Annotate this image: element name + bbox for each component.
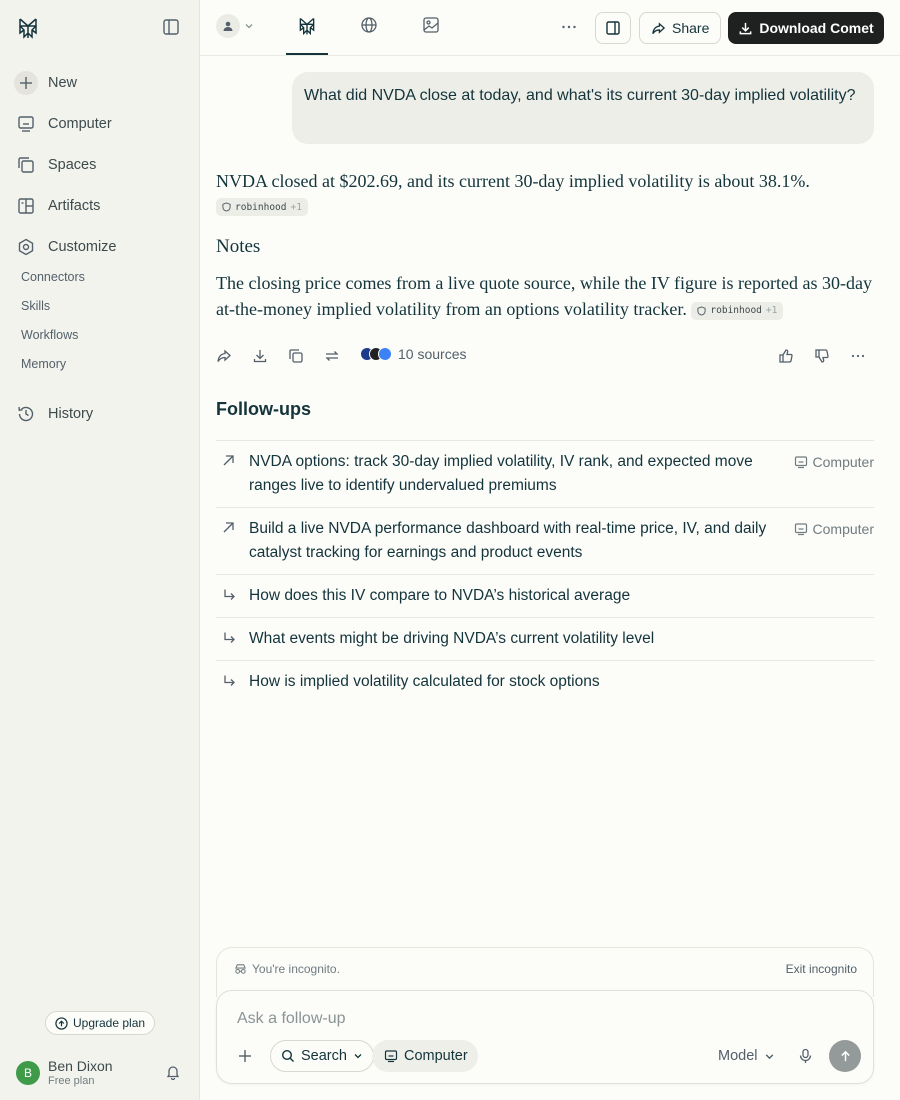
perplexity-logo-icon[interactable] <box>16 16 40 40</box>
top-bar <box>200 0 900 56</box>
source-favicons <box>360 347 392 361</box>
share-answer-icon[interactable] <box>216 348 232 364</box>
user-profile[interactable] <box>16 1058 113 1088</box>
more-options-icon[interactable] <box>560 18 578 36</box>
citation-chip[interactable] <box>691 302 783 320</box>
customize-subnav <box>21 262 85 378</box>
rewrite-icon[interactable] <box>324 348 340 364</box>
tab-sources[interactable] <box>357 16 381 40</box>
notes-text: The closing price comes from a live quote source, while the IV figure is reported as 30-day at-the-money implied volatility from an options volatility tracker. <box>216 273 872 319</box>
followups-list <box>216 440 874 703</box>
history-icon <box>14 402 38 426</box>
corner-down-right-icon <box>222 588 236 602</box>
computer-icon <box>14 112 38 136</box>
sidebar-item-spaces[interactable] <box>14 144 194 185</box>
composer <box>216 990 874 1084</box>
user-plan: Free plan <box>48 1075 95 1087</box>
subnav-item-memory[interactable]: Memory <box>21 356 67 371</box>
toggle-panel-button[interactable] <box>595 12 631 44</box>
arrow-up-icon <box>839 1050 852 1063</box>
followup-text: How does this IV compare to NVDA’s historical average <box>249 587 631 604</box>
download-comet-button[interactable] <box>728 12 884 44</box>
chevron-down-icon <box>244 21 254 31</box>
sidebar-item-label: History <box>48 405 94 422</box>
sidebar-item-history[interactable] <box>14 393 93 434</box>
answer-actions <box>216 346 874 366</box>
computer-icon <box>794 455 808 469</box>
download-icon <box>738 21 753 36</box>
followup-item[interactable] <box>216 618 874 661</box>
followup-tag-label: Computer <box>812 454 874 470</box>
sidebar-item-artifacts[interactable] <box>14 185 194 226</box>
notes-paragraph <box>216 270 874 322</box>
sidebar-collapse-icon[interactable] <box>162 18 182 38</box>
artifacts-icon <box>14 194 38 218</box>
search-mode-button[interactable] <box>270 1040 374 1072</box>
sidebar-nav <box>14 62 194 267</box>
subnav-item-connectors[interactable]: Connectors <box>21 269 85 284</box>
exit-incognito-link[interactable]: Exit incognito <box>785 962 857 976</box>
followup-text: NVDA options: track 30-day implied volatility, IV rank, and expected move ranges live to identify undervalued premiums <box>249 453 753 494</box>
attach-plus-icon[interactable] <box>237 1048 253 1064</box>
computer-mode-label: Computer <box>404 1048 468 1064</box>
incognito-icon <box>234 963 247 975</box>
citation-source: robinhood <box>710 304 762 316</box>
arrow-up-right-icon <box>222 521 235 534</box>
avatar: B <box>16 1061 40 1085</box>
citation-extra: +1 <box>765 304 778 316</box>
followup-text: How is implied volatility calculated for stock options <box>249 673 600 690</box>
subnav-item-skills[interactable]: Skills <box>21 298 51 313</box>
panel-icon <box>605 20 621 36</box>
followup-text: What events might be driving NVDA’s current volatility level <box>249 630 655 647</box>
answer-text: NVDA closed at $202.69, and its current 30-day implied volatility is about 38.1%. <box>216 171 810 191</box>
followups-heading: Follow-ups <box>216 399 311 419</box>
sidebar <box>0 0 200 1100</box>
sidebar-item-label: Customize <box>48 238 117 255</box>
followup-tag <box>794 517 874 541</box>
followup-tag-label: Computer <box>812 521 874 537</box>
plus-icon <box>14 71 38 95</box>
followup-item[interactable] <box>216 575 874 618</box>
more-actions-icon[interactable] <box>850 348 866 364</box>
share-button[interactable] <box>639 12 721 44</box>
tab-answer[interactable] <box>295 16 319 40</box>
search-icon <box>281 1049 295 1063</box>
followup-item[interactable] <box>216 441 874 508</box>
subnav-item-workflows[interactable]: Workflows <box>21 327 79 342</box>
sources-label: 10 sources <box>398 346 467 362</box>
corner-down-right-icon <box>222 631 236 645</box>
perplexity-answer-icon <box>297 16 317 40</box>
image-icon <box>422 16 440 40</box>
thumbs-down-icon[interactable] <box>814 348 830 364</box>
followup-item[interactable] <box>216 661 874 703</box>
model-selector[interactable] <box>718 1048 775 1064</box>
thumbs-up-icon[interactable] <box>778 348 794 364</box>
user-name: Ben Dixon <box>48 1058 113 1074</box>
citation-source: robinhood <box>235 201 287 213</box>
citation-chip[interactable] <box>216 198 308 216</box>
incognito-status <box>234 962 340 976</box>
download-comet-label: Download Comet <box>759 20 874 36</box>
share-label: Share <box>672 20 710 36</box>
send-button[interactable] <box>829 1040 861 1072</box>
spaces-icon <box>14 153 38 177</box>
chevron-down-icon <box>764 1051 775 1062</box>
sidebar-item-customize[interactable] <box>14 226 194 267</box>
globe-icon <box>360 16 378 40</box>
tab-images[interactable] <box>419 16 443 40</box>
download-answer-icon[interactable] <box>252 348 268 364</box>
sidebar-item-label: Computer <box>48 115 112 132</box>
followup-input[interactable]: Ask a follow-up <box>237 1010 346 1027</box>
account-switcher[interactable] <box>216 14 254 38</box>
notes-heading: Notes <box>216 236 261 257</box>
sidebar-item-new[interactable] <box>14 62 194 103</box>
arrow-up-circle-icon <box>55 1017 68 1030</box>
sidebar-item-computer[interactable] <box>14 103 194 144</box>
sidebar-item-label: New <box>48 74 78 91</box>
upgrade-plan-button[interactable] <box>45 1011 155 1035</box>
followup-item[interactable] <box>216 508 874 575</box>
share-icon <box>651 21 666 36</box>
source-favicon-icon <box>378 347 392 361</box>
followup-tag <box>794 450 874 474</box>
arrow-up-right-icon <box>222 454 235 467</box>
chevron-down-icon <box>353 1051 363 1061</box>
hexagon-icon <box>14 235 38 259</box>
user-question-bubble: What did NVDA close at today, and what's its current 30-day implied volatility? <box>292 72 874 144</box>
user-icon <box>216 14 240 38</box>
computer-icon <box>794 522 808 536</box>
upgrade-plan-label: Upgrade plan <box>73 1016 146 1030</box>
bell-icon[interactable] <box>165 1064 181 1080</box>
microphone-icon[interactable] <box>798 1048 813 1064</box>
shield-icon <box>222 202 231 212</box>
computer-mode-button[interactable] <box>372 1040 478 1072</box>
sources-button[interactable] <box>360 346 466 362</box>
followup-text: Build a live NVDA performance dashboard with real-time price, IV, and daily catalyst tracking for earnings and product events <box>249 520 767 561</box>
search-mode-label: Search <box>301 1048 347 1064</box>
computer-icon <box>384 1049 398 1063</box>
copy-icon[interactable] <box>288 348 304 364</box>
sidebar-item-label: Artifacts <box>48 197 101 214</box>
corner-down-right-icon <box>222 674 236 688</box>
incognito-text: You're incognito. <box>252 962 340 976</box>
model-label: Model <box>718 1048 758 1064</box>
shield-icon <box>697 306 706 316</box>
sidebar-item-label: Spaces <box>48 156 97 173</box>
active-tab-indicator <box>286 53 328 55</box>
citation-extra: +1 <box>290 201 302 213</box>
